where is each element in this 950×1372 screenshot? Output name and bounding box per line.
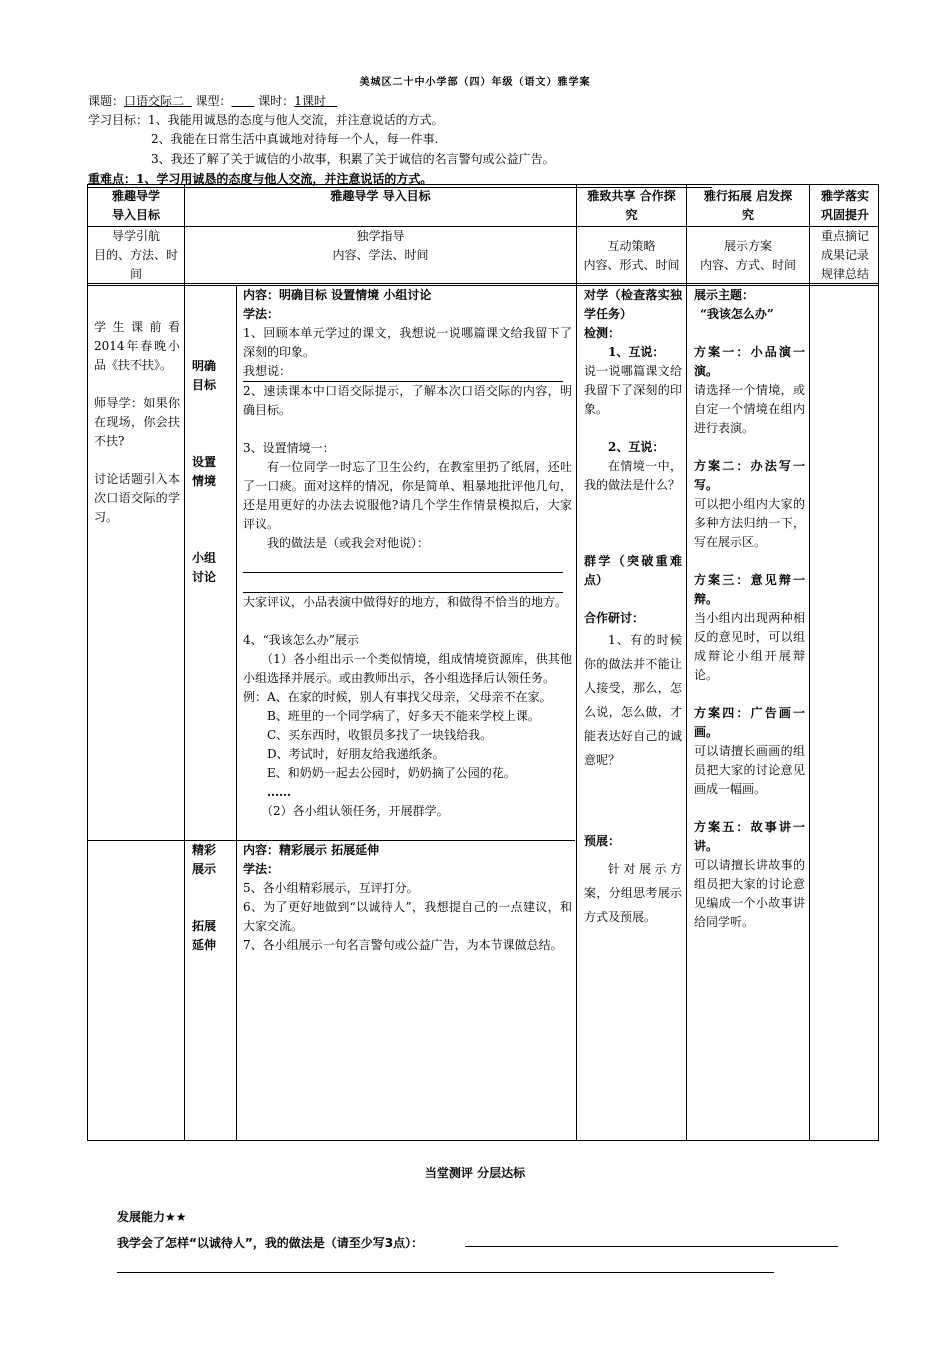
col3-text: 对学（检查落实独学任务） 检测： 1、互说： 说一说哪篇课文给我留下了深刻的印象。 2、互说： 在情境一中，我的做法是什么？ 群学（突破重难点） 合作研讨： 1、有的时候你的做法并不能让人接受，那么，怎么说，怎么做，才能表达好自己的诚意呢？ 预展： 针对展示方案，分组思考展示方式及预展。 (584, 288, 682, 924)
step-showcase: 精彩 展示 (192, 843, 217, 876)
period-value: 1课时 (294, 94, 326, 108)
step-extension: 拓展 延伸 (192, 919, 217, 952)
subheader-col5: 重点摘记 成果记录 规律总结 (820, 229, 869, 281)
ability-level: 发展能力★★ (117, 1210, 187, 1224)
subheader-col4: 展示方案 内容、方式、时间 (699, 239, 796, 272)
assessment-title: 当堂测评 分层达标 (424, 1166, 526, 1180)
header-col2: 雅趣导学 导入目标 (330, 189, 431, 203)
plan-2-title: 方案二：办法写一写。 (694, 459, 805, 492)
lesson-meta: 课题：口语交际二 课型： 课时：1课时 (88, 94, 326, 108)
page-title: 美城区二十中小学部（四）年级（语文）雅学案 (359, 77, 591, 88)
subheader-col2: 独学指导 内容、学法、时间 (332, 229, 429, 262)
assessment-question: 我学会了怎样“以诚待人”，我的做法是（请至少写3点）： (117, 1236, 424, 1250)
answer-line-1[interactable] (465, 1246, 838, 1247)
header-col3: 雅致共享 合作探 究 (587, 189, 676, 222)
header-col4: 雅行拓展 启发探 究 (703, 189, 793, 222)
plan-5-title: 方案五：故事讲一讲。 (694, 820, 805, 853)
key-point: 重难点：1、学习用诚恳的态度与他人交流，并注意说话的方式。 (88, 170, 712, 188)
subheader-col3: 互动策略 内容、形式、时间 (583, 239, 680, 272)
step-clarify-goal: 明确 目标 (192, 359, 217, 392)
goals-line-1: 学习目标：1、我能用诚恳的态度与他人交流，并注意说话的方式。 (88, 113, 444, 127)
topic-value: 口语交际二 (124, 94, 185, 108)
main-section-2: 内容：精彩展示 拓展延伸 学法： 5、各小组精彩展示，互评打分。 6、为了更好地做到“以诚待人”，我想提自己的一点建议，和大家交流。 7、各小组展示一句名言警句或公益广告，为本节课做总结。 (243, 843, 572, 952)
step-group-discussion: 小组 讨论 (192, 551, 217, 584)
col1-text: 学生课前看2014年春晚小品《扶不扶》。 师导学：如果你在现场，你会扶不扶? 讨论话题引入本次口语交际的学习。 (94, 320, 180, 524)
plan-4-title: 方案四：广告画一画。 (694, 706, 805, 739)
plan-3-title: 方案三：意见辩一辩。 (694, 573, 805, 606)
header-col1: 雅趣导学 导入目标 (111, 189, 160, 222)
goals-line-3: 3、我还了解了关于诚信的小故事，积累了关于诚信的名言警句或公益广告。 (151, 152, 555, 166)
plan-1-title: 方案一：小品演一演。 (694, 345, 805, 378)
col4-text: 展示主题： “我该怎么办” 方案一：小品演一演。 请选择一个情境，或自定一个情境在组内进行表演。 方案二：办法写一写。 可以把小组内大家的多种方法归纳一下，写在展示区。 方案三：意见辩一辩。 当小组内出现两种相反的意见时，可以组成辩论小组开展辩论。 方案四：广告画一画。 可以请擅长画画的组员把大家的讨论意见画成一幅画。 方案五：故事讲一讲。 可以请擅长讲故事的组员把大家的讨论意见编成一个小故事讲给同学听。 (694, 288, 805, 929)
lesson-table (87, 184, 879, 1141)
subheader-col1: 导学引航 目的、方法、时 间 (93, 229, 178, 281)
goals-line-2: 2、我能在日常生活中真诚地对待每一个人，每一件事. (151, 132, 439, 146)
main-section-1: 内容：明确目标 设置情境 小组讨论 学法： 1、回顾本单元学过的课文，我想说一说哪篇课文给我留下了深刻的印象。 我想说： 2、速读课本中口语交际提示，了解本次口语交际的内容，明确目标。 3、设置情境一： 有一位同学一时忘了卫生公约，在教室里扔了纸屑，还吐了一口痰。面对这样的情况，你是简单、粗暴地批评他几句，还是用更好的办法去说服他?请几个学生作情景模拟后，大家评议。 我的做法是（或我会对他说）： 大家评议，小品表演中做得好的地方，和做得不恰当的地方。 4、“我该怎么办”展示 （1）各小组出示一个类似情境，组成情境资源库，供其他小组选择并展示。或由教师出示，各小组选择后认领任务。 例：A、在家的时候，别人有事找父母亲，父母亲不在家。 B、班里的一个同学病了，好多天不能来学校上课。 C、买东西时，收银员多找了一块钱给我。 D、考试时，好朋友给我递纸条。 E、和奶奶一起去公园时，奶奶摘了公园的花。 …… （2）各小组认领任务，开展群学。 (243, 288, 572, 818)
header-col5: 雅学落实 巩固提升 (820, 189, 869, 222)
answer-line-2[interactable] (117, 1272, 774, 1273)
step-set-scenario: 设置 情境 (192, 455, 217, 488)
